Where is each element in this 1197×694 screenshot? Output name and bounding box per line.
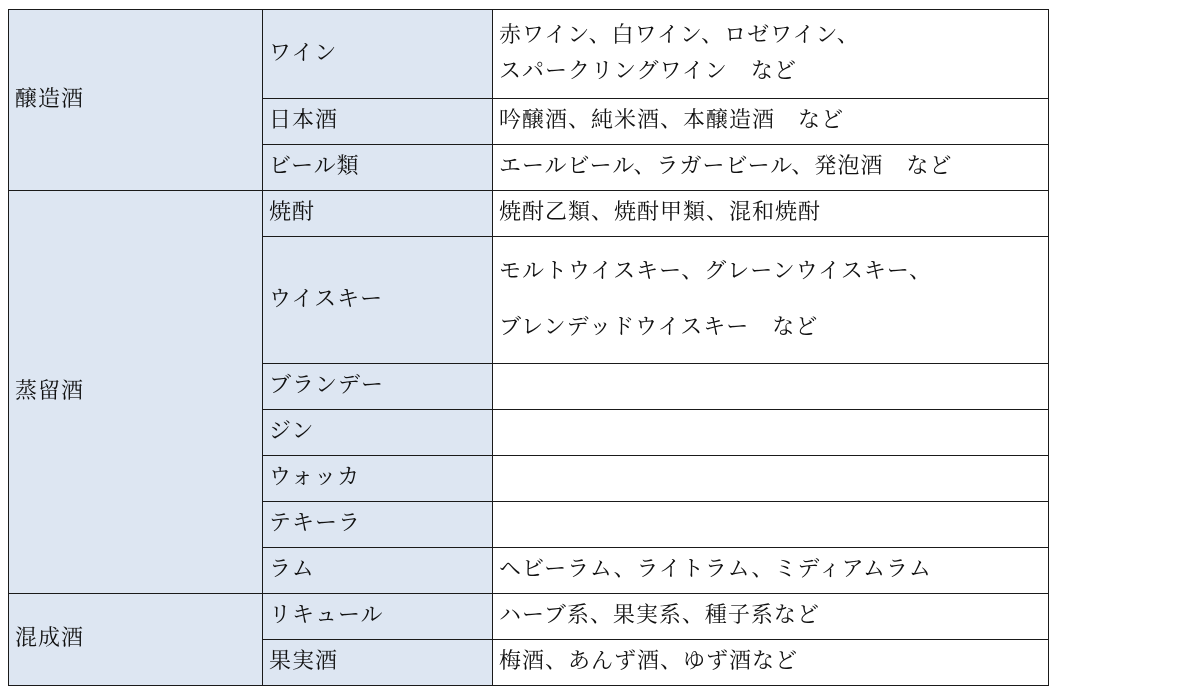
examples-cell bbox=[493, 456, 1049, 502]
examples-cell: 吟醸酒、純米酒、本醸造酒 など bbox=[493, 99, 1049, 145]
type-cell: ブランデー bbox=[263, 364, 493, 410]
examples-cell: 梅酒、あんず酒、ゆず酒など bbox=[493, 640, 1049, 686]
type-cell: ラム bbox=[263, 548, 493, 594]
table-row bbox=[9, 594, 1049, 640]
type-cell: ジン bbox=[263, 410, 493, 456]
type-cell: ウイスキー bbox=[263, 237, 493, 364]
table-row bbox=[9, 10, 1049, 99]
type-cell: 日本酒 bbox=[263, 99, 493, 145]
examples-cell bbox=[493, 237, 1049, 364]
examples-cell: 焼酎乙類、焼酎甲類、混和焼酎 bbox=[493, 191, 1049, 237]
examples-cell bbox=[493, 10, 1049, 99]
table-row bbox=[9, 191, 1049, 237]
type-cell: リキュール bbox=[263, 594, 493, 640]
examples-cell bbox=[493, 502, 1049, 548]
liquor-classification-table bbox=[8, 9, 1049, 686]
example-line: スパークリングワイン など bbox=[499, 59, 797, 84]
type-cell: ウォッカ bbox=[263, 456, 493, 502]
category-cell: 蒸留酒 bbox=[9, 191, 263, 594]
category-cell: 醸造酒 bbox=[9, 10, 263, 191]
examples-cell bbox=[493, 364, 1049, 410]
type-cell: 果実酒 bbox=[263, 640, 493, 686]
example-line: 赤ワイン、白ワイン、ロゼワイン、 bbox=[499, 22, 860, 48]
examples-cell bbox=[493, 410, 1049, 456]
example-line: ブレンデッドウイスキー など bbox=[499, 315, 819, 340]
examples-cell: ハーブ系、果実系、種子系など bbox=[493, 594, 1049, 640]
type-cell: ワイン bbox=[263, 10, 493, 99]
category-cell: 混成酒 bbox=[9, 594, 263, 686]
examples-cell: ヘビーラム、ライトラム、ミディアムラム bbox=[493, 548, 1049, 594]
type-cell: 焼酎 bbox=[263, 191, 493, 237]
example-line: モルトウイスキー、グレーンウイスキー、 bbox=[499, 258, 933, 284]
type-cell: テキーラ bbox=[263, 502, 493, 548]
type-cell: ビール類 bbox=[263, 145, 493, 191]
examples-cell: エールビール、ラガービール、発泡酒 など bbox=[493, 145, 1049, 191]
